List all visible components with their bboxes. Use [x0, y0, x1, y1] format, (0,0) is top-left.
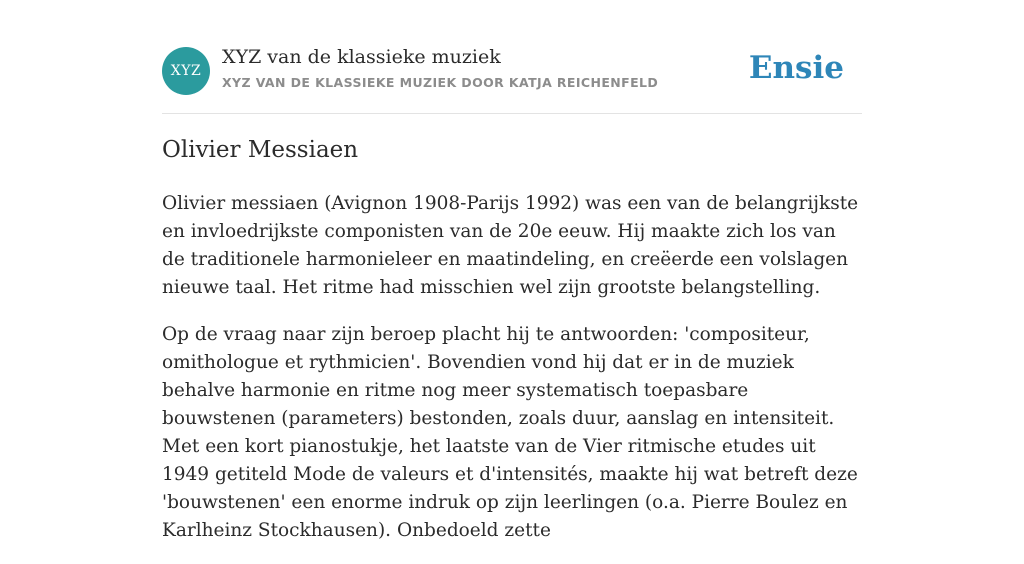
article-paragraph: Olivier messiaen (Avignon 1908-Parijs 1992) was een van de belangrijkste en invloedrijkste componisten van de 20e eeuw. Hij maakte zich los van de traditionele harmonieleer en maatindeling, en creëerde een volslagen nieuwe taal. Het ritme had misschien wel zijn grootste belangstelling.: [162, 193, 859, 298]
source-logo[interactable]: XYZ: [162, 47, 210, 95]
article-body: [162, 190, 862, 564]
brand-logo-link[interactable]: Ensie: [748, 50, 844, 86]
source-title[interactable]: XYZ van de klassieke muziek: [222, 46, 501, 68]
source-subtitle: XYZ VAN DE KLASSIEKE MUZIEK DOOR KATJA REICHENFELD: [222, 75, 659, 90]
article-title: Olivier Messiaen: [162, 137, 359, 163]
source-header: [162, 46, 862, 114]
article-paragraph: Op de vraag naar zijn beroep placht hij te antwoorden: 'compositeur, omithologue et rythmicien'. Bovendien vond hij dat er in de muziek behalve harmonie en ritme nog meer systematisch toepasbare bouwstenen (parameters) bestonden, zoals duur, aanslag en intensiteit. Met een kort pianostukje, het laatste van de Vier ritmische etudes uit 1949 getiteld Mode de valeurs et d'intensités, maakte hij wat betreft deze 'bouwstenen' een enorme indruk op zijn leerlingen (o.a. Pierre Boulez en Karlheinz Stockhausen). Onbedoeld zette: [162, 324, 858, 541]
